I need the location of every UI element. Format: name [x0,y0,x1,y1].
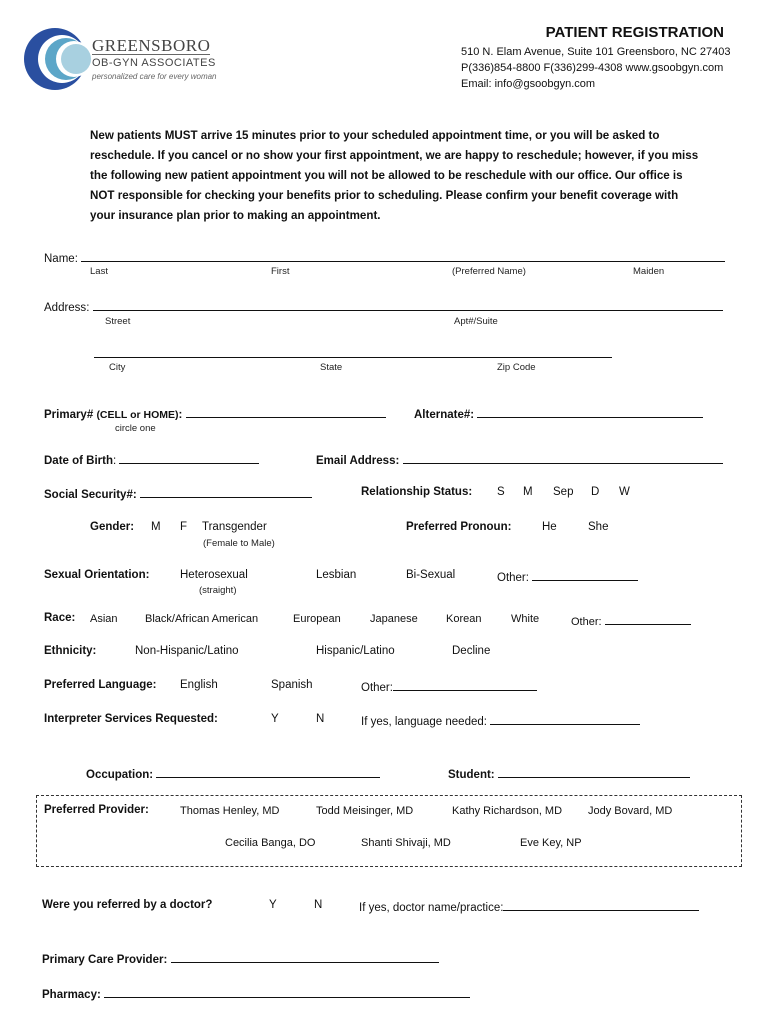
name-first-label: First [271,266,290,277]
language-label: Preferred Language: [44,679,157,691]
race-option-european[interactable]: European [293,613,341,625]
student-field[interactable] [448,766,690,781]
ethnicity-label: Ethnicity: [44,645,97,657]
pharmacy-field[interactable] [42,986,470,1001]
alternate-phone-field[interactable]: Alternate#: [414,406,703,421]
heterosexual-note: (straight) [199,585,237,596]
dob-line[interactable] [119,452,259,464]
gender-label: Gender: [90,521,135,533]
occupation-label: Occupation: [86,769,154,781]
orientation-option-bisexual[interactable]: Bi-Sexual [406,569,456,581]
race-other-line[interactable] [605,613,691,625]
gender-option-f[interactable]: F [180,521,188,533]
dob-field[interactable]: Date of Birth: [44,452,259,467]
interpreter-language-field[interactable]: If yes, language needed: [361,713,640,728]
alternate-phone-label: Alternate# [414,409,471,421]
transgender-note: (Female to Male) [203,538,275,549]
practice-email: Email: info@gsoobgyn.com [461,78,596,90]
alternate-phone-line[interactable] [477,406,703,418]
provider-option-banga[interactable]: Cecilia Banga, DO [225,837,316,849]
referred-label: Were you referred by a doctor? [42,899,213,911]
relationship-option-s[interactable]: S [497,486,505,498]
orientation-label: Sexual Orientation: [44,569,150,581]
ethnicity-option-hispanic[interactable]: Hispanic/Latino [316,645,395,657]
referring-doctor-field[interactable]: If yes, doctor name/practice: [359,899,699,914]
ethnicity-option-decline[interactable]: Decline [452,645,491,657]
orientation-other-field[interactable]: Other: [497,569,638,584]
pronoun-option-she[interactable]: She [588,521,609,533]
pronoun-label: Preferred Pronoun: [406,521,512,533]
race-label: Race: [44,612,76,624]
language-other-line[interactable] [393,679,537,691]
relationship-option-m[interactable]: M [523,486,533,498]
ssn-field[interactable] [44,486,312,501]
email-label: Email Address: [316,455,400,467]
referred-option-n[interactable]: N [314,899,323,911]
gender-option-transgender[interactable]: Transgender [202,521,267,533]
address-state-label: State [320,362,343,373]
primary-phone-type: (CELL or HOME) [96,409,179,421]
logo-tagline: personalized care for every woman [92,72,217,81]
pcp-label: Primary Care Provider: [42,954,168,966]
practice-phones: P(336)854-8800 F(336)299-4308 www.gsoobgyn.com [461,62,724,74]
pcp-line[interactable] [171,951,439,963]
provider-option-richardson[interactable]: Kathy Richardson, MD [452,805,563,817]
circle-one-note: circle one [115,423,156,434]
provider-option-key[interactable]: Eve Key, NP [520,837,582,849]
race-option-white[interactable]: White [511,613,540,625]
provider-option-meisinger[interactable]: Todd Meisinger, MD [316,805,414,817]
occupation-field[interactable] [86,766,380,781]
pharmacy-line[interactable] [104,986,470,998]
student-line[interactable] [498,766,690,778]
language-option-spanish[interactable]: Spanish [271,679,313,691]
pcp-field[interactable] [42,951,439,966]
provider-option-henley[interactable]: Thomas Henley, MD [180,805,280,817]
logo-circle-icon [22,26,92,92]
language-other-field[interactable]: Other: [361,679,537,694]
interpreter-label: Interpreter Services Requested: [44,713,218,725]
pharmacy-label: Pharmacy: [42,989,101,1001]
race-option-asian[interactable]: Asian [90,613,118,625]
race-option-black[interactable]: Black/African American [145,613,259,625]
gender-option-m[interactable]: M [151,521,161,533]
referring-doctor-line[interactable] [503,899,699,911]
ssn-line[interactable] [140,486,312,498]
interpreter-option-y[interactable]: Y [271,713,279,725]
address-zip-label: Zip Code [497,362,536,373]
address-street-label: Street [105,316,131,327]
orientation-option-lesbian[interactable]: Lesbian [316,569,357,581]
primary-phone-line[interactable] [186,406,386,418]
logo-divider [92,54,210,55]
arrival-notice: New patients MUST arrive 15 minutes prior to your scheduled appointment time, or you will be asked to reschedule. If you cancel or no show your first appointment, we are happy to reschedule; however, if you miss the following new patient appointment you will not be allowed to be reschedule with our office. Our office is NOT responsible for checking your benefits prior to scheduling. Please confirm your benefit coverage with your insurance plan prior to making an appointment. [90,129,699,222]
orientation-other-line[interactable] [532,569,638,581]
language-option-english[interactable]: English [180,679,218,691]
student-label: Student: [448,769,495,781]
ssn-label: Social Security#: [44,489,137,501]
address-city-label: City [109,362,126,373]
dob-label: Date of Birth [44,455,113,467]
address-apt-label: Apt#/Suite [454,316,498,327]
city-state-zip-line[interactable] [94,346,612,358]
address-field[interactable]: Address: [44,299,723,314]
email-line[interactable] [403,452,723,464]
provider-option-shivaji[interactable]: Shanti Shivaji, MD [361,837,451,849]
page-title: PATIENT REGISTRATION [545,24,724,41]
interpreter-language-line[interactable] [490,713,640,725]
provider-option-bovard[interactable]: Jody Bovard, MD [588,805,673,817]
provider-label: Preferred Provider: [44,804,149,816]
race-option-japanese[interactable]: Japanese [370,613,418,625]
logo-subtitle: OB-GYN ASSOCIATES [92,57,216,69]
logo-name: GREENSBORO [92,36,211,55]
relationship-option-w[interactable]: W [619,486,630,498]
practice-address: 510 N. Elam Avenue, Suite 101 Greensboro, NC 27403 [461,46,731,58]
name-line[interactable] [81,250,725,262]
name-label: Name [44,253,75,265]
relationship-option-sep[interactable]: Sep [553,486,574,498]
orientation-option-heterosexual[interactable]: Heterosexual [180,569,248,581]
interpreter-option-n[interactable]: N [316,713,325,725]
name-maiden-label: Maiden [633,266,665,277]
name-last-label: Last [90,266,108,277]
ethnicity-option-non-hispanic[interactable]: Non-Hispanic/Latino [135,645,239,657]
address-label: Address [44,302,87,314]
race-option-korean[interactable]: Korean [446,613,482,625]
name-preferred-label: (Preferred Name) [452,266,526,277]
relationship-option-d[interactable]: D [591,486,600,498]
primary-phone-label: Primary# [44,409,94,421]
pronoun-option-he[interactable]: He [542,521,557,533]
name-field[interactable]: Name: [44,250,725,265]
referred-option-y[interactable]: Y [269,899,277,911]
address-line[interactable] [93,299,723,311]
occupation-line[interactable] [156,766,380,778]
email-field[interactable] [316,452,723,467]
race-other-field[interactable]: Other: [571,613,691,628]
primary-phone-field[interactable]: Primary# (CELL or HOME): [44,406,386,421]
relationship-label: Relationship Status: [361,486,473,498]
city-state-zip-field[interactable] [94,346,612,361]
